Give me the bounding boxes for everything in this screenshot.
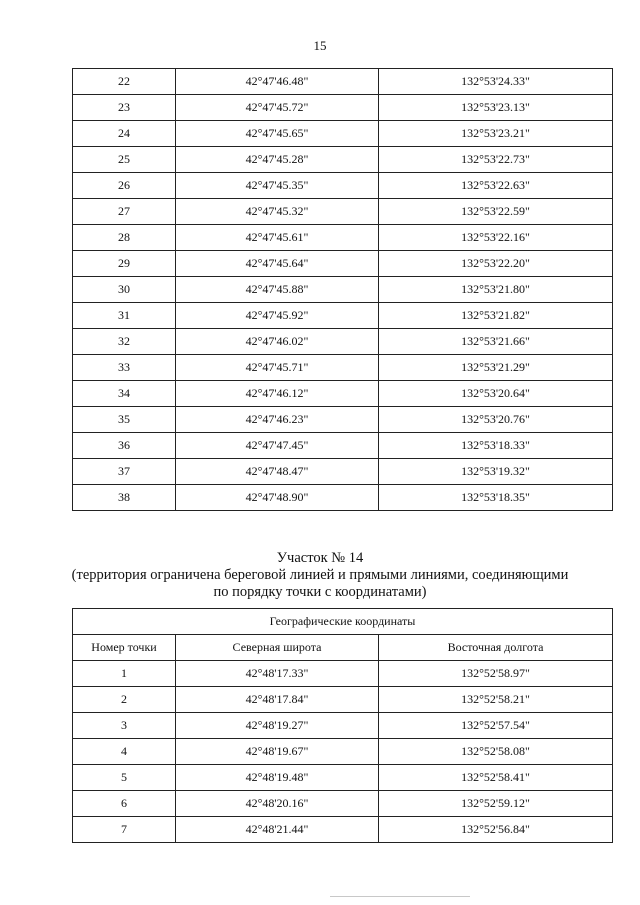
section-heading — [40, 550, 600, 601]
north-latitude-cell: 42°47'45.35" — [176, 173, 379, 199]
coordinates-table-body — [73, 69, 613, 511]
north-latitude-cell: 42°47'45.92" — [176, 303, 379, 329]
north-latitude-cell: 42°47'45.28" — [176, 147, 379, 173]
north-latitude-cell: 42°47'45.64" — [176, 251, 379, 277]
point-number-cell: 34 — [73, 381, 176, 407]
point-number-cell: 32 — [73, 329, 176, 355]
north-latitude-cell: 42°47'45.32" — [176, 199, 379, 225]
point-number-cell: 1 — [73, 661, 176, 687]
east-longitude-cell: 132°52'58.21" — [379, 687, 613, 713]
east-longitude-cell: 132°53'21.82" — [379, 303, 613, 329]
north-latitude-cell: 42°47'45.65" — [176, 121, 379, 147]
east-longitude-cell: 132°53'21.29" — [379, 355, 613, 381]
table-row — [73, 433, 613, 459]
east-longitude-cell: 132°53'20.64" — [379, 381, 613, 407]
group-header-cell: Географические координаты — [73, 609, 613, 635]
east-longitude-cell: 132°53'22.59" — [379, 199, 613, 225]
table-row — [73, 485, 613, 511]
table-row — [73, 95, 613, 121]
group-header-row — [73, 609, 613, 635]
point-number-cell: 28 — [73, 225, 176, 251]
east-longitude-cell: 132°52'58.41" — [379, 765, 613, 791]
table-row — [73, 459, 613, 485]
page-number: 15 — [313, 38, 327, 53]
east-longitude-cell: 132°53'18.35" — [379, 485, 613, 511]
table-row — [73, 381, 613, 407]
table-row — [73, 303, 613, 329]
table-row — [73, 147, 613, 173]
table-row — [73, 817, 613, 843]
section-description-line-2: по порядку точки с координатами) — [213, 584, 427, 600]
north-latitude-cell: 42°48'17.33" — [176, 661, 379, 687]
table-row — [73, 121, 613, 147]
column-header-east-longitude: Восточная долгота — [379, 635, 613, 661]
table-row — [73, 661, 613, 687]
point-number-cell: 2 — [73, 687, 176, 713]
north-latitude-cell: 42°48'20.16" — [176, 791, 379, 817]
point-number-cell: 36 — [73, 433, 176, 459]
north-latitude-cell: 42°48'17.84" — [176, 687, 379, 713]
table-row — [73, 355, 613, 381]
column-header-north-latitude: Северная широта — [176, 635, 379, 661]
north-latitude-cell: 42°47'46.12" — [176, 381, 379, 407]
north-latitude-cell: 42°47'46.02" — [176, 329, 379, 355]
north-latitude-cell: 42°48'19.48" — [176, 765, 379, 791]
east-longitude-cell: 132°53'22.73" — [379, 147, 613, 173]
table-row — [73, 407, 613, 433]
table-row — [73, 173, 613, 199]
north-latitude-cell: 42°47'46.48" — [176, 69, 379, 95]
east-longitude-cell: 132°52'59.12" — [379, 791, 613, 817]
section-14-coordinates-table — [72, 608, 613, 843]
point-number-cell: 29 — [73, 251, 176, 277]
east-longitude-cell: 132°52'58.08" — [379, 739, 613, 765]
table-row — [73, 765, 613, 791]
point-number-cell: 27 — [73, 199, 176, 225]
north-latitude-cell: 42°47'45.71" — [176, 355, 379, 381]
coordinates-table-continued — [72, 68, 613, 511]
north-latitude-cell: 42°47'47.45" — [176, 433, 379, 459]
point-number-cell: 22 — [73, 69, 176, 95]
column-header-point-number: Номер точки — [73, 635, 176, 661]
point-number-cell: 30 — [73, 277, 176, 303]
table-row — [73, 199, 613, 225]
north-latitude-cell: 42°48'19.67" — [176, 739, 379, 765]
east-longitude-cell: 132°53'22.16" — [379, 225, 613, 251]
point-number-cell: 24 — [73, 121, 176, 147]
north-latitude-cell: 42°48'19.27" — [176, 713, 379, 739]
north-latitude-cell: 42°48'21.44" — [176, 817, 379, 843]
point-number-cell: 4 — [73, 739, 176, 765]
point-number-cell: 31 — [73, 303, 176, 329]
east-longitude-cell: 132°53'22.63" — [379, 173, 613, 199]
table-row — [73, 277, 613, 303]
north-latitude-cell: 42°47'45.61" — [176, 225, 379, 251]
east-longitude-cell: 132°53'23.21" — [379, 121, 613, 147]
table-row — [73, 225, 613, 251]
east-longitude-cell: 132°52'57.54" — [379, 713, 613, 739]
north-latitude-cell: 42°47'45.72" — [176, 95, 379, 121]
column-header-row — [73, 635, 613, 661]
north-latitude-cell: 42°47'46.23" — [176, 407, 379, 433]
table-header — [73, 609, 613, 661]
point-number-cell: 6 — [73, 791, 176, 817]
east-longitude-cell: 132°53'18.33" — [379, 433, 613, 459]
section-14-table-body — [73, 661, 613, 843]
point-number-cell: 3 — [73, 713, 176, 739]
table-row — [73, 713, 613, 739]
table-row — [73, 791, 613, 817]
north-latitude-cell: 42°47'48.47" — [176, 459, 379, 485]
table-row — [73, 687, 613, 713]
table-row — [73, 251, 613, 277]
east-longitude-cell: 132°53'23.13" — [379, 95, 613, 121]
table-row — [73, 739, 613, 765]
section-description-line-1: (территория ограничена береговой линией и прямыми линиями, соединяющими — [71, 567, 569, 583]
point-number-cell: 7 — [73, 817, 176, 843]
point-number-cell: 5 — [73, 765, 176, 791]
table-row — [73, 69, 613, 95]
table-row — [73, 329, 613, 355]
point-number-cell: 26 — [73, 173, 176, 199]
point-number-cell: 25 — [73, 147, 176, 173]
point-number-cell: 37 — [73, 459, 176, 485]
point-number-cell: 23 — [73, 95, 176, 121]
point-number-cell: 35 — [73, 407, 176, 433]
east-longitude-cell: 132°53'22.20" — [379, 251, 613, 277]
north-latitude-cell: 42°47'45.88" — [176, 277, 379, 303]
east-longitude-cell: 132°53'21.66" — [379, 329, 613, 355]
point-number-cell: 33 — [73, 355, 176, 381]
east-longitude-cell: 132°53'24.33" — [379, 69, 613, 95]
point-number-cell: 38 — [73, 485, 176, 511]
north-latitude-cell: 42°47'48.90" — [176, 485, 379, 511]
east-longitude-cell: 132°53'19.32" — [379, 459, 613, 485]
section-title: Участок № 14 — [276, 550, 364, 566]
east-longitude-cell: 132°52'56.84" — [379, 817, 613, 843]
bottom-edge-line — [330, 896, 470, 897]
east-longitude-cell: 132°52'58.97" — [379, 661, 613, 687]
east-longitude-cell: 132°53'20.76" — [379, 407, 613, 433]
east-longitude-cell: 132°53'21.80" — [379, 277, 613, 303]
